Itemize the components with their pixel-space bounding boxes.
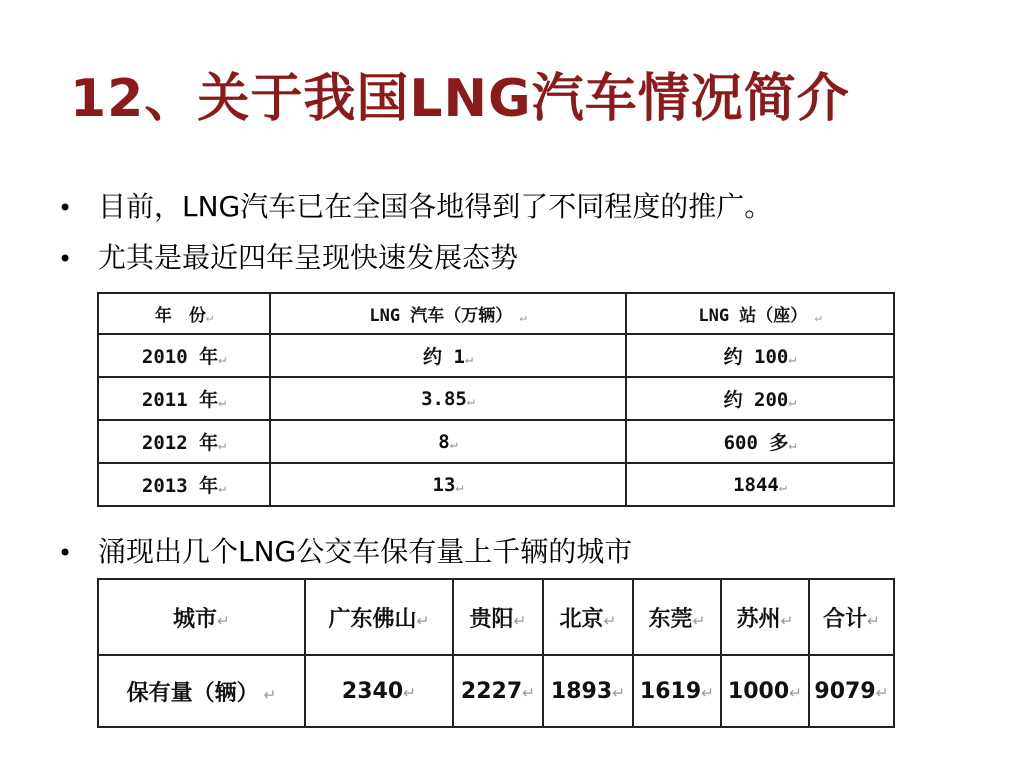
lng-growth-table <box>97 292 895 507</box>
bullet-list <box>58 182 772 284</box>
cell-stations: 600 多↵ <box>626 420 894 463</box>
cell-value: 1000↵ <box>721 655 809 727</box>
cell-vehicles: 13↵ <box>270 463 626 506</box>
header-cell: 苏州↵ <box>721 579 809 655</box>
cell-value: 1893↵ <box>543 655 633 727</box>
table-row <box>98 377 894 420</box>
table-header-row <box>98 293 894 334</box>
cell-stations: 1844↵ <box>626 463 894 506</box>
header-cell: 东莞↵ <box>633 579 721 655</box>
city-fleet-table <box>97 578 895 728</box>
cell-year: 2012 年↵ <box>98 420 270 463</box>
cell-year: 2013 年↵ <box>98 463 270 506</box>
cell-vehicles: 8↵ <box>270 420 626 463</box>
cell-value: 2340↵ <box>305 655 453 727</box>
table-row <box>98 420 894 463</box>
cell-stations: 约 100↵ <box>626 334 894 377</box>
cell-value: 2227↵ <box>453 655 543 727</box>
header-cell-year: 年 份↵ <box>98 293 270 334</box>
bullet-item-3 <box>58 527 632 578</box>
bullet-dot-icon: • <box>58 539 73 567</box>
table-row <box>98 655 894 727</box>
cell-year: 2010 年↵ <box>98 334 270 377</box>
cell-vehicles: 3.85↵ <box>270 377 626 420</box>
header-cell-vehicles: LNG 汽车（万辆） ↵ <box>270 293 626 334</box>
cell-vehicles: 约 1↵ <box>270 334 626 377</box>
header-cell-stations: LNG 站（座） ↵ <box>626 293 894 334</box>
bullet-text: 涌现出几个LNG公交车保有量上千辆的城市 <box>98 535 633 568</box>
header-cell-city: 城市↵ <box>98 579 305 655</box>
header-cell: 广东佛山↵ <box>305 579 453 655</box>
bullet-text: 目前，LNG汽车已在全国各地得到了不同程度的推广。 <box>98 190 773 223</box>
bullet-item-1 <box>58 182 772 233</box>
cell-value: 9079↵ <box>809 655 894 727</box>
bullet-dot-icon: • <box>58 194 73 222</box>
header-cell: 贵阳↵ <box>453 579 543 655</box>
bullet-item-2 <box>58 233 772 284</box>
table-header-row <box>98 579 894 655</box>
cell-value: 1619↵ <box>633 655 721 727</box>
cell-year: 2011 年↵ <box>98 377 270 420</box>
slide-title: 12、关于我国LNG汽车情况简介 <box>70 69 850 129</box>
header-cell: 北京↵ <box>543 579 633 655</box>
cell-label: 保有量（辆） ↵ <box>98 655 305 727</box>
table-row <box>98 463 894 506</box>
bullet-text: 尤其是最近四年呈现快速发展态势 <box>98 241 519 274</box>
bullet-dot-icon: • <box>58 245 73 273</box>
cell-stations: 约 200↵ <box>626 377 894 420</box>
table-row <box>98 334 894 377</box>
header-cell: 合计↵ <box>809 579 894 655</box>
